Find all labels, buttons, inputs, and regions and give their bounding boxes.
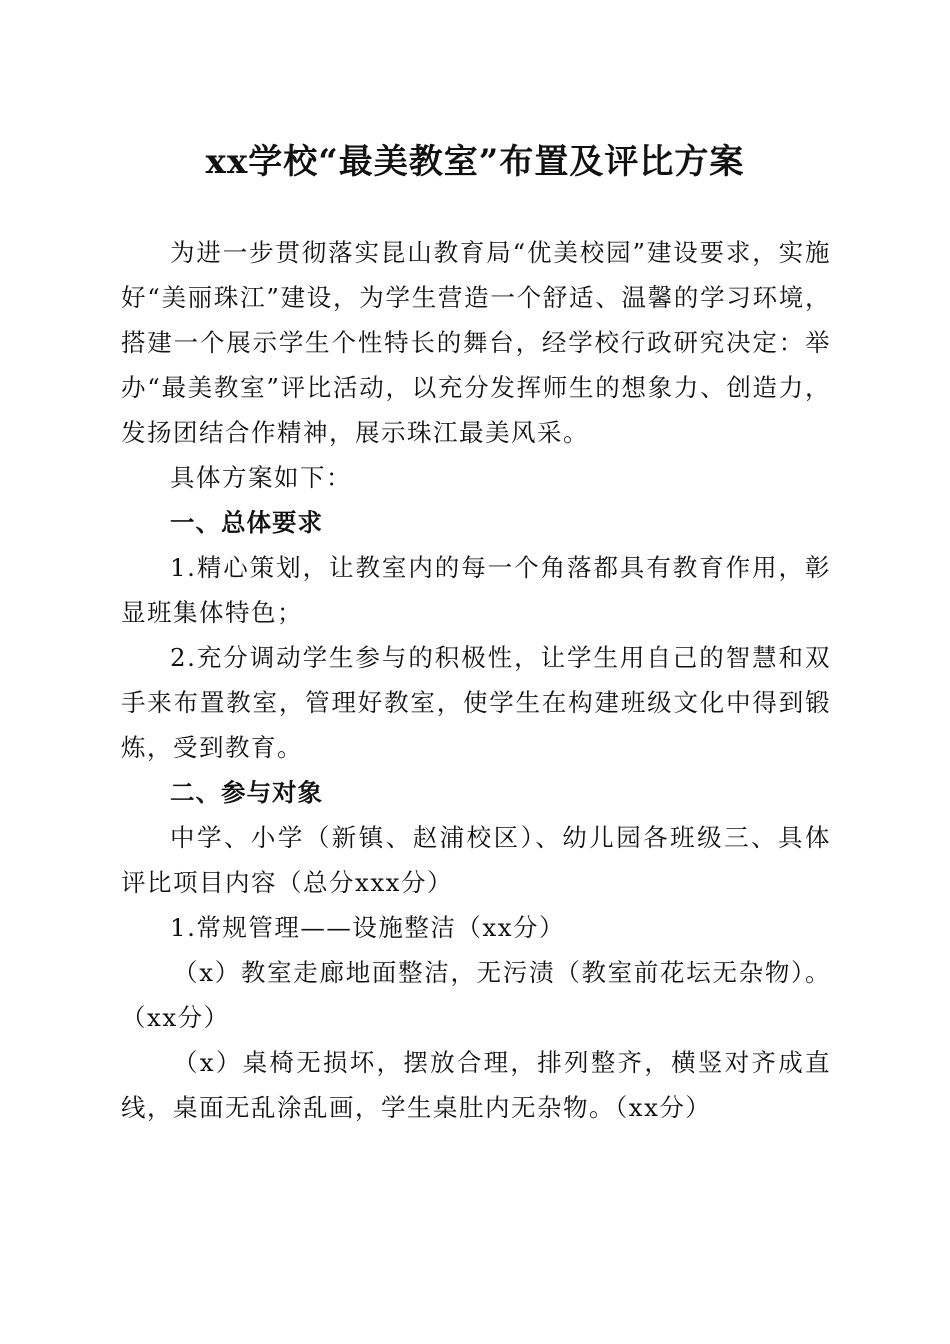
participants-paragraph: 中学、小学（新镇、赵浦校区）、幼儿园各班级三、具体评比项目内容（总分xxx分） [121, 823, 831, 897]
intro-paragraph: 为进一步贯彻落实昆山教育局“优美校园”建设要求，实施好“美丽珠江”建设，为学生营造一个舒适、温馨的学习环境，搭建一个展示学生个性特长的舞台，经学校行政研究决定：举办“最美教室”评比活动，以充分发挥师生的想象力、创造力，发扬团结合作精神，展示珠江最美风采。 [121, 238, 831, 447]
section-heading-general-requirements: 一、总体要求 [170, 508, 323, 537]
document-title: xx学校“最美教室”布置及评比方案 [205, 142, 745, 182]
document-body [121, 230, 831, 1130]
section-heading-participants: 二、参与对象 [170, 778, 323, 807]
evaluation-subitem-desks: （x）桌椅无损坏，摆放合理，排列整齐，横竖对齐成直线，桌面无乱涂乱画，学生桌肚内无杂物。（xx分） [121, 1048, 831, 1122]
requirement-item-2: 2.充分调动学生参与的积极性，让学生用自己的智慧和双手来布置教室，管理好教室，使学生在构建班级文化中得到锻炼，受到教育。 [121, 643, 831, 762]
requirement-item-1: 1.精心策划，让教室内的每一个角落都具有教育作用，彰显班集体特色； [121, 553, 831, 627]
evaluation-subitem-floor: （x）教室走廊地面整洁，无污渍（教室前花坛无杂物）。（xx分） [121, 958, 831, 1032]
evaluation-item-1: 1.常规管理——设施整洁（xx分） [170, 913, 566, 942]
plan-intro-line: 具体方案如下： [170, 463, 352, 492]
